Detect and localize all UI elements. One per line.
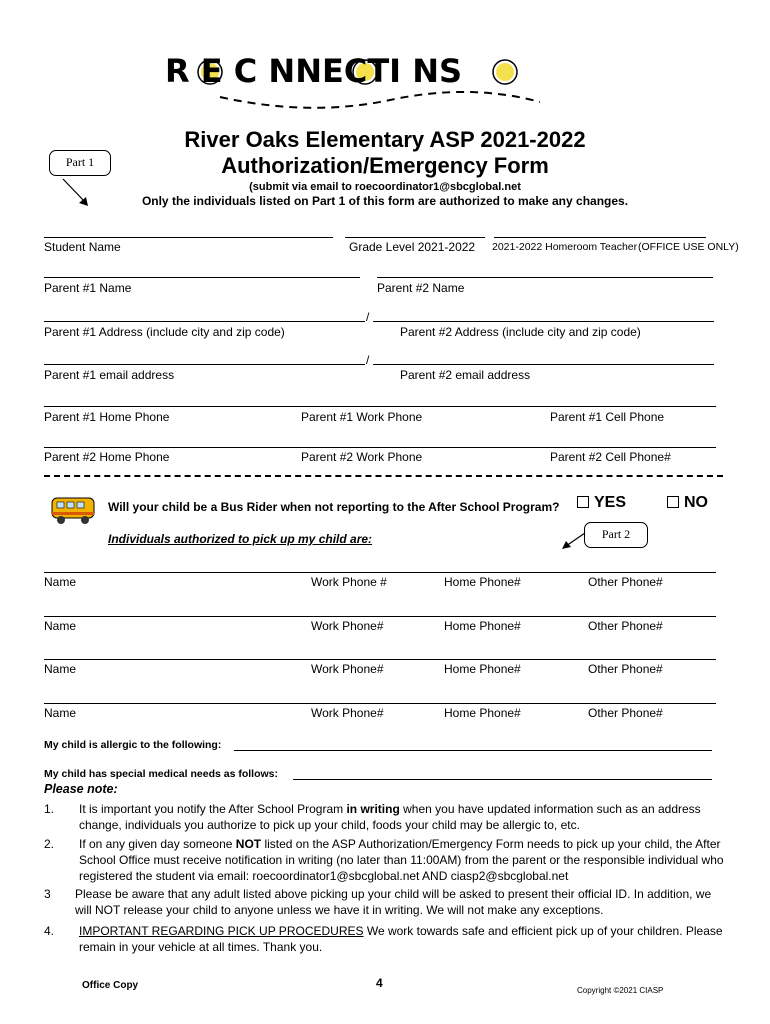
pickup-work-phone-label: Work Phone#: [311, 706, 384, 720]
yes-label: YES: [594, 494, 627, 511]
parent2-email-line[interactable]: [373, 364, 714, 365]
pickup-name-label: Name: [44, 619, 77, 633]
allergic-line[interactable]: [234, 750, 712, 751]
note-text: Please be aware that any adult listed above picking up your child will be asked to present their official ID. In addition, we will NOT release your child to anyone unless we have it in writing. We will not make any exceptions.: [75, 887, 712, 917]
pickup-home-phone-label: Home Phone#: [444, 662, 521, 676]
section-divider: [44, 475, 723, 477]
pickup-work-phone-label: Work Phone#: [311, 662, 384, 676]
student-name-line[interactable]: [44, 237, 333, 238]
parent2-name-label: Parent #2 Name: [377, 281, 465, 295]
office-copy-label: Office Copy: [82, 980, 139, 991]
homeroom-teacher-line[interactable]: [494, 237, 706, 238]
no-checkbox[interactable]: [667, 496, 679, 508]
grade-level-line[interactable]: [345, 237, 485, 238]
pickup-other-phone-label: Other Phone#: [588, 575, 663, 589]
part1-arrow-icon: [60, 176, 94, 210]
parent2-name-line[interactable]: [377, 277, 713, 278]
no-option[interactable]: [667, 494, 708, 512]
parent1-address-line[interactable]: [44, 321, 365, 322]
note-text: It is important you notify the After School Program in writing when you have updated information such as an address change, individuals you authorize to pick up your child, foods your child may be allergic to, etc.: [79, 802, 701, 832]
pickup-home-phone-label: Home Phone#: [444, 706, 521, 720]
parent1-email-line[interactable]: [44, 364, 365, 365]
note-number: 3: [44, 887, 51, 901]
yes-checkbox[interactable]: [577, 496, 589, 508]
bus-rider-question: Will your child be a Bus Rider when not reporting to the After School Program?: [108, 500, 560, 514]
pickup-other-phone-label: Other Phone#: [588, 706, 663, 720]
page-number: 4: [376, 976, 383, 990]
form-title-line1: River Oaks Elementary ASP 2021-2022: [184, 127, 586, 152]
pickup-work-phone-label: Work Phone#: [311, 619, 384, 633]
parent2-cell-phone-label: Parent #2 Cell Phone#: [550, 450, 671, 464]
grade-level-label: Grade Level 2021-2022: [349, 240, 476, 254]
office-use-label: (OFFICE USE ONLY): [638, 241, 739, 253]
copyright-label: Copyright ©2021 CIASP: [577, 986, 664, 995]
part2-arrow-icon: [560, 530, 588, 552]
medical-needs-line[interactable]: [293, 779, 712, 780]
email-slash: /: [366, 353, 370, 367]
note-number: 1.: [44, 802, 55, 816]
address-slash: /: [366, 310, 370, 324]
parent2-address-line[interactable]: [373, 321, 714, 322]
note-number: 4.: [44, 924, 55, 938]
parent2-phones-line[interactable]: [44, 447, 716, 448]
parent2-home-phone-label: Parent #2 Home Phone: [44, 450, 170, 464]
parent2-work-phone-label: Parent #2 Work Phone: [301, 450, 423, 464]
pickup-name-label: Name: [44, 706, 77, 720]
homeroom-teacher-label: 2021-2022 Homeroom Teacher: [492, 241, 638, 253]
student-name-label: Student Name: [44, 240, 121, 254]
allergic-label: My child is allergic to the following:: [44, 739, 222, 751]
parent1-phones-line[interactable]: [44, 406, 716, 407]
parent1-address-label: Parent #1 Address (include city and zip code): [44, 325, 285, 339]
pickup-row-line[interactable]: [44, 703, 716, 704]
submit-note: (submit via email to roecoordinator1@sbcglobal.net: [249, 181, 521, 193]
pickup-row-line[interactable]: [44, 572, 716, 573]
parent1-name-line[interactable]: [44, 277, 360, 278]
parent2-address-label: Parent #2 Address (include city and zip code): [400, 325, 641, 339]
parent1-home-phone-label: Parent #1 Home Phone: [44, 410, 170, 424]
part2-callout: Part 2: [584, 522, 648, 548]
medical-needs-label: My child has special medical needs as follows:: [44, 768, 278, 780]
note-text: If on any given day someone NOT listed on the ASP Authorization/Emergency Form needs to pick up your child, the After School Office must receive notification in writing (no later than 11:00AM) from the parent or the responsible individual who registered the student via email: roecoordinator1@sbcglobal.net AND ciasp2@sbcglobal.net: [79, 837, 724, 883]
authorized-changes-note: Only the individuals listed on Part 1 of this form are authorized to make any changes.: [141, 194, 629, 208]
form-title-line2: Authorization/Emergency Form: [221, 153, 549, 178]
svg-text:R E C NNECTI NS: R E C NNECTI NS: [165, 52, 463, 90]
pickup-row-line[interactable]: [44, 616, 716, 617]
parent1-name-label: Parent #1 Name: [44, 281, 132, 295]
parent2-email-label: Parent #2 email address: [400, 368, 531, 382]
yes-option[interactable]: [577, 494, 626, 512]
rise-connections-logo: [160, 42, 590, 114]
authorized-pickup-heading: Individuals authorized to pick up my child are:: [108, 532, 373, 546]
pickup-work-phone-label: Work Phone #: [311, 575, 387, 589]
parent1-work-phone-label: Parent #1 Work Phone: [301, 410, 423, 424]
school-bus-icon: [48, 490, 98, 530]
pickup-home-phone-label: Home Phone#: [444, 575, 521, 589]
pickup-row-line[interactable]: [44, 659, 716, 660]
note-number: 2.: [44, 837, 55, 851]
note-text: IMPORTANT REGARDING PICK UP PROCEDURES We work towards safe and efficient pick up of your children. Please remain in your vehicle at all times. Thank you.: [79, 924, 723, 954]
parent1-email-label: Parent #1 email address: [44, 368, 175, 382]
pickup-name-label: Name: [44, 662, 77, 676]
pickup-other-phone-label: Other Phone#: [588, 619, 663, 633]
pickup-other-phone-label: Other Phone#: [588, 662, 663, 676]
part1-callout: Part 1: [49, 150, 111, 176]
please-note-heading: Please note:: [44, 782, 118, 796]
no-label: NO: [684, 494, 708, 511]
parent1-cell-phone-label: Parent #1 Cell Phone: [550, 410, 665, 424]
pickup-home-phone-label: Home Phone#: [444, 619, 521, 633]
pickup-name-label: Name: [44, 575, 77, 589]
